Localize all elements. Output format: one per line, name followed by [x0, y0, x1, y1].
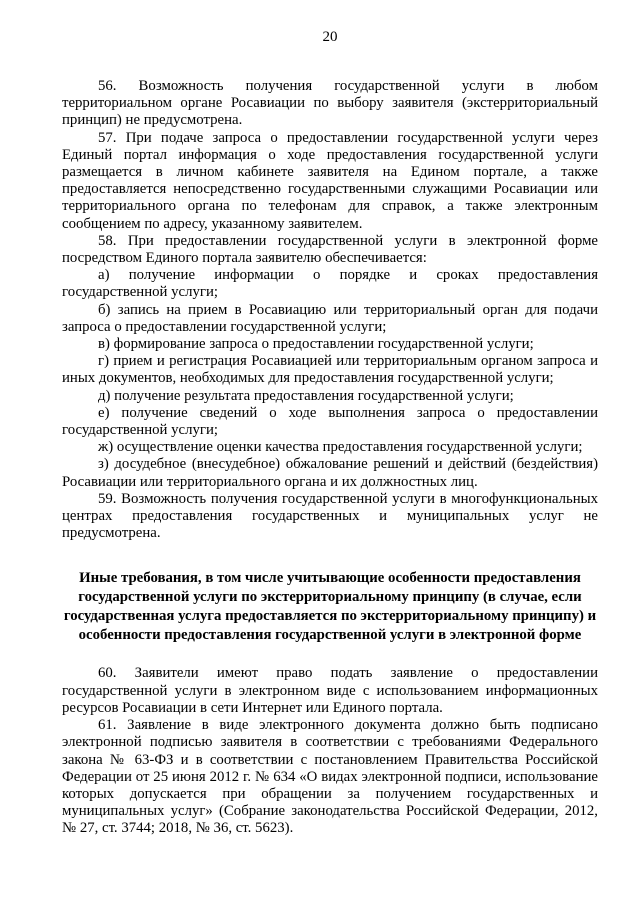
paragraph-60: 60. Заявители имеют право подать заявление о предоставлении государственной услуги в электронном виде с использованием информационных ресурсов Росавиации в сети Интернет или Единого портала. [62, 665, 598, 716]
list-item-g: г) прием и регистрация Росавиацией или территориальным органом запроса и иных документов, необходимых для предоставления государственной услуги; [62, 353, 598, 387]
page-number: 20 [322, 29, 338, 45]
paragraph-58: 58. При предоставлении государственной услуги в электронной форме посредством Единого портала заявителю обеспечивается: [62, 232, 598, 267]
document-page [62, 28, 598, 838]
list-item-b: б) запись на прием в Росавиацию или территориальный орган для подачи запроса о предоставлении государственной услуги; [62, 301, 598, 335]
list-item-v: в) формирование запроса о предоставлении государственной услуги; [98, 336, 534, 353]
paragraph-57: 57. При подаче запроса о предоставлении государственной услуги через Единый портал информация о ходе предоставления государственной услуги размещается в личном кабинете заявителя на Едином портале, а также предоставляется непосредственно государственными служащими Росавиации или территориального органа по телефонам для справок, а также электронным сообщением по адресу, указанному заявителем. [62, 129, 598, 232]
paragraph-61: 61. Заявление в виде электронного документа должно быть подписано электронной подписью заявителя в соответствии с требованиями Федерального закона № 63-ФЗ и в соответствии с постановлением Правительства Российской Федерации от 25 июня 2012 г. № 634 «О видах электронной подписи, использование которых допускается при обращении за получением государственных и муниципальных услуг» (Собрание законодательства Российской Федерации, 2012, № 27, ст. 3744; 2018, № 36, ст. 5623). [62, 717, 598, 837]
list-item-d: д) получение результата предоставления государственной услуги; [98, 387, 514, 404]
section-heading: Иные требования, в том числе учитывающие особенности предоставления государственной услуги по экстерриториальному принципу (в случае, если государственная услуга предоставляется по экстерриториальному принципу) и особенности предоставления государственной услуги в электронной форме [63, 570, 597, 644]
paragraph-59: 59. Возможность получения государственной услуги в многофункциональных центрах предоставления государственных и муниципальных услуг не предусмотрена. [62, 490, 598, 542]
list-item-zh: ж) осуществление оценки качества предоставления государственной услуги; [98, 439, 583, 456]
list-item-e: е) получение сведений о ходе выполнения запроса о предоставлении государственной услуги; [62, 404, 598, 439]
list-item-a: а) получение информации о порядке и сроках предоставления государственной услуги; [62, 267, 598, 301]
list-item-z: з) досудебное (внесудебное) обжалование решений и действий (бездействия) Росавиации или территориального органа и их должностных лиц. [62, 456, 598, 490]
paragraph-56: 56. Возможность получения государственной услуги в любом территориальном органе Росавиации по выбору заявителя (экстерриториальный принцип) не предусмотрена. [62, 78, 598, 129]
